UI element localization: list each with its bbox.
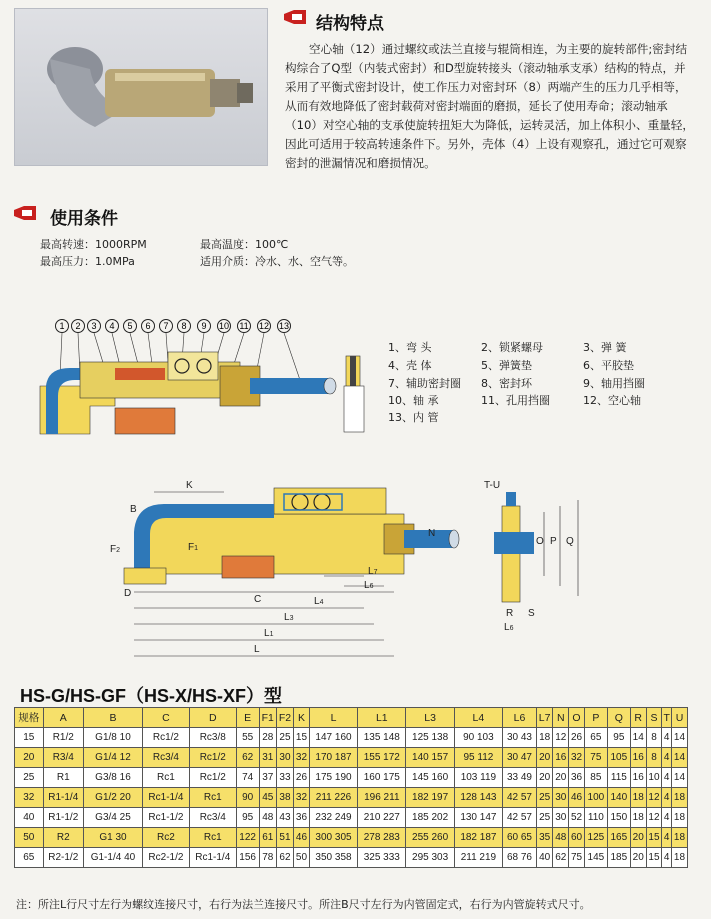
th-F2: F2 (276, 708, 293, 728)
th-Q: Q (607, 708, 630, 728)
th-N: N (553, 708, 569, 728)
callout-11 (238, 320, 251, 333)
table-cell: 211 226 (309, 788, 357, 808)
dim-label-O: O (536, 536, 544, 547)
dim-label-B: B (130, 504, 137, 515)
table-cell: Rc1-1/4 (143, 788, 190, 808)
table-cell: 130 147 (454, 808, 502, 828)
table-cell: Rc2 (143, 828, 190, 848)
callout-1 (56, 320, 69, 333)
parts-legend-8: 8、密封环 (481, 377, 532, 390)
dim-label-C: C (254, 594, 262, 605)
table-cell: 65 (15, 848, 44, 868)
table-cell: Rc1 (143, 768, 190, 788)
table-cell: 125 138 (406, 728, 454, 748)
th-T: T (662, 708, 672, 728)
dim-label-F1: F1 (188, 542, 199, 553)
callout-5 (124, 320, 137, 333)
structure-description: 空心轴（12）通过螺纹或法兰直接与辊筒相连，为主要的旋转部件;密封结构综合了Q型（内装式密封）和D型旋转接头（滚动轴承支承）结构的特点，并采用了平衡式密封设计，使工作压力对密封环（8）两端产生的压力几乎相等，从而有效地降低了密封载荷对密封端面的磨损，延长了使用寿命；滚动轴承（10）对空心轴的支承使旋转扭矩大为降低，运转灵活，加上体积小、重量轻，因此可适用于较高转速条件下。另外，壳体（4）上设有观察孔，通过它可观察密封的泄漏情况和磨损情况。 (285, 42, 694, 170)
svg-text:4: 4 (109, 321, 115, 331)
table-cell: 90 103 (454, 728, 502, 748)
table-cell: 8 (646, 728, 662, 748)
table-cell: 150 (607, 808, 630, 828)
table-row (15, 728, 688, 748)
table-cell: 196 211 (358, 788, 406, 808)
callout-2 (72, 320, 85, 333)
table-cell: 55 (236, 728, 259, 748)
table-cell: 32 (15, 788, 44, 808)
table-row (15, 848, 688, 868)
dim-label-N: N (428, 528, 436, 539)
table-cell: Rc3/4 (189, 808, 236, 828)
table-cell: 62 (553, 848, 569, 868)
th-P: P (584, 708, 607, 728)
table-row (15, 788, 688, 808)
table-cell: 51 (276, 828, 293, 848)
table-cell: 175 190 (309, 768, 357, 788)
parts-legend-10: 10、轴 承 (388, 394, 439, 407)
dim-label-F2: F2 (110, 544, 121, 555)
table-cell: 147 160 (309, 728, 357, 748)
table-cell: 30 43 (503, 728, 537, 748)
table-cell: Rc1-1/4 (189, 848, 236, 868)
table-cell: 12 (646, 808, 662, 828)
table-row (15, 808, 688, 828)
table-cell: 20 (15, 748, 44, 768)
callout-9 (198, 320, 211, 333)
callout-10 (218, 320, 231, 333)
table-cell: 145 160 (406, 768, 454, 788)
table-cell: 18 (630, 808, 646, 828)
table-cell: 155 172 (358, 748, 406, 768)
table-cell: Rc3/8 (189, 728, 236, 748)
section-icon-conditions (12, 202, 38, 228)
table-cell: 18 (671, 808, 687, 828)
dim-label-L3: L3 (284, 612, 294, 623)
table-cell: 18 (671, 828, 687, 848)
series-title: HS-G/HS-GF（HS-X/HS-XF）型 (20, 686, 283, 706)
table-cell: 156 (236, 848, 259, 868)
dim-label-P: P (550, 536, 557, 547)
max-temperature: 最高温度：100℃ (200, 238, 289, 251)
table-cell: 100 (584, 788, 607, 808)
table-cell: 60 65 (503, 828, 537, 848)
table-cell: 350 358 (309, 848, 357, 868)
table-cell: 125 (584, 828, 607, 848)
table-cell: Rc1 (189, 828, 236, 848)
table-row (15, 748, 688, 768)
table-cell: 95 (607, 728, 630, 748)
section-title-structure: 结构特点 (316, 14, 384, 34)
table-cell: 46 (569, 788, 585, 808)
table-cell: G1-1/4 40 (83, 848, 142, 868)
table-cell: 50 (294, 848, 310, 868)
table-cell: 115 (607, 768, 630, 788)
th-L6: L6 (503, 708, 537, 728)
table-cell: 182 197 (406, 788, 454, 808)
table-cell: 8 (646, 748, 662, 768)
svg-text:11: 11 (239, 321, 249, 331)
table-cell: 30 (276, 748, 293, 768)
th-L7: L7 (536, 708, 552, 728)
dim-label-L: L (254, 644, 260, 655)
table-cell: 30 47 (503, 748, 537, 768)
table-cell: 18 (536, 728, 552, 748)
dim-label-K: K (186, 480, 193, 491)
table-cell: R2 (43, 828, 83, 848)
table-note: 注：所注L行尺寸左行为螺纹连接尺寸，右行为法兰连接尺寸。所注B尺寸左行为内管固定式，右行为内管旋转式尺寸。 (16, 898, 591, 911)
table-cell: 140 (607, 788, 630, 808)
svg-text:10: 10 (218, 321, 230, 331)
dim-label-R: R (506, 608, 514, 619)
callout-6 (142, 320, 155, 333)
th-B: B (83, 708, 142, 728)
table-cell: 48 (259, 808, 276, 828)
dim-label-L6: L6 (364, 580, 374, 591)
table-cell: 68 76 (503, 848, 537, 868)
table-cell: 18 (671, 848, 687, 868)
table-cell: 18 (630, 788, 646, 808)
table-cell: 10 (646, 768, 662, 788)
table-cell: R1/2 (43, 728, 83, 748)
table-cell: Rc1-1/2 (143, 808, 190, 828)
table-row (15, 828, 688, 848)
table-cell: 46 (294, 828, 310, 848)
table-cell: 25 (276, 728, 293, 748)
svg-text:13: 13 (278, 321, 290, 331)
table-cell: 15 (15, 728, 44, 748)
table-cell: 32 (569, 748, 585, 768)
table-cell: 25 (536, 808, 552, 828)
table-cell: R2-1/2 (43, 848, 83, 868)
table-cell: 165 (607, 828, 630, 848)
table-cell: 31 (259, 748, 276, 768)
parts-legend-7: 7、辅助密封圈 (388, 377, 461, 390)
parts-legend-6: 6、平胶垫 (583, 359, 634, 372)
callout-4 (106, 320, 119, 333)
table-cell: 12 (646, 788, 662, 808)
th-D: D (189, 708, 236, 728)
table-cell: 42 57 (503, 788, 537, 808)
table-cell: 40 (536, 848, 552, 868)
table-cell: 25 (15, 768, 44, 788)
table-cell: 33 49 (503, 768, 537, 788)
table-cell: R1-1/2 (43, 808, 83, 828)
table-cell: 135 148 (358, 728, 406, 748)
table-cell: 295 303 (406, 848, 454, 868)
th-spec: 规格 (15, 708, 44, 728)
table-cell: 74 (236, 768, 259, 788)
table-cell: 4 (662, 848, 672, 868)
table-cell: 232 249 (309, 808, 357, 828)
parts-legend-9: 9、轴用挡圈 (583, 377, 645, 390)
table-cell: 26 (569, 728, 585, 748)
table-cell: 52 (569, 808, 585, 828)
table-cell: 35 (536, 828, 552, 848)
table-cell: G1 30 (83, 828, 142, 848)
applicable-media: 适用介质：冷水、水、空气等。 (200, 255, 354, 268)
table-row (15, 768, 688, 788)
table-cell: 37 (259, 768, 276, 788)
table-cell: 32 (294, 748, 310, 768)
dim-label-L6-side: L6 (504, 622, 514, 633)
table-cell: 103 119 (454, 768, 502, 788)
parts-legend-5: 5、弹簧垫 (481, 359, 532, 372)
dimension-drawing (104, 472, 604, 676)
parts-legend-2: 2、锁紧螺母 (481, 341, 543, 354)
table-cell: 15 (646, 848, 662, 868)
table-cell: 28 (259, 728, 276, 748)
th-L4: L4 (454, 708, 502, 728)
callout-7 (160, 320, 173, 333)
table-cell: Rc2-1/2 (143, 848, 190, 868)
table-cell: 85 (584, 768, 607, 788)
product-photo (14, 8, 268, 166)
table-cell: 15 (294, 728, 310, 748)
parts-legend-13: 13、内 管 (388, 411, 439, 424)
dim-label-D: D (124, 588, 132, 599)
table-cell: R1 (43, 768, 83, 788)
dim-label-S: S (528, 608, 535, 619)
table-cell: 62 (236, 748, 259, 768)
th-L3: L3 (406, 708, 454, 728)
section-title-conditions: 使用条件 (50, 209, 118, 229)
table-cell: 90 (236, 788, 259, 808)
table-cell: 14 (671, 748, 687, 768)
th-L: L (309, 708, 357, 728)
table-cell: 110 (584, 808, 607, 828)
svg-text:7: 7 (163, 321, 169, 331)
table-cell: 38 (276, 788, 293, 808)
dim-label-Q: Q (566, 536, 574, 547)
table-cell: 325 333 (358, 848, 406, 868)
table-cell: 185 202 (406, 808, 454, 828)
dim-label-L4: L4 (314, 596, 324, 607)
table-cell: 16 (630, 768, 646, 788)
table-cell: 20 (553, 768, 569, 788)
table-cell: 78 (259, 848, 276, 868)
table-cell: G1/8 10 (83, 728, 142, 748)
svg-text:8: 8 (181, 321, 187, 331)
table-cell: 15 (646, 828, 662, 848)
table-cell: R1-1/4 (43, 788, 83, 808)
table-cell: 12 (553, 728, 569, 748)
svg-text:5: 5 (127, 321, 133, 331)
th-E: E (236, 708, 259, 728)
table-cell: 75 (569, 848, 585, 868)
table-cell: 62 (276, 848, 293, 868)
table-cell: 45 (259, 788, 276, 808)
table-cell: 43 (276, 808, 293, 828)
table-cell: 18 (671, 788, 687, 808)
table-cell: 105 (607, 748, 630, 768)
section-icon-structure (282, 6, 308, 32)
dim-label-L1: L1 (264, 628, 274, 639)
table-cell: 278 283 (358, 828, 406, 848)
svg-text:12: 12 (258, 321, 270, 331)
max-speed: 最高转速：1000RPM (40, 238, 147, 251)
table-cell: 14 (671, 768, 687, 788)
table-cell: 14 (630, 728, 646, 748)
table-cell: R3/4 (43, 748, 83, 768)
table-cell: 20 (536, 768, 552, 788)
table-header-row (15, 708, 688, 728)
table-cell: Rc1/2 (143, 728, 190, 748)
table-cell: 30 (553, 788, 569, 808)
callout-12 (258, 320, 271, 333)
table-cell: 16 (553, 748, 569, 768)
table-cell: Rc1/2 (189, 768, 236, 788)
table-cell: 25 (536, 788, 552, 808)
table-cell: 36 (294, 808, 310, 828)
table-cell: Rc3/4 (143, 748, 190, 768)
svg-text:2: 2 (75, 321, 81, 331)
table-cell: 95 (236, 808, 259, 828)
table-cell: 4 (662, 768, 672, 788)
th-L1: L1 (358, 708, 406, 728)
table-cell: 128 143 (454, 788, 502, 808)
table-cell: 20 (630, 828, 646, 848)
max-pressure: 最高压力：1.0MPa (40, 255, 135, 268)
table-cell: G1/4 12 (83, 748, 142, 768)
table-cell: G3/4 25 (83, 808, 142, 828)
svg-text:9: 9 (201, 321, 207, 331)
table-cell: 211 219 (454, 848, 502, 868)
th-F1: F1 (259, 708, 276, 728)
table-cell: 185 (607, 848, 630, 868)
parts-legend-11: 11、孔用挡圈 (481, 394, 550, 407)
th-A: A (43, 708, 83, 728)
th-O: O (569, 708, 585, 728)
th-K: K (294, 708, 310, 728)
table-cell: 60 (569, 828, 585, 848)
table-cell: 4 (662, 808, 672, 828)
table-cell: 50 (15, 828, 44, 848)
table-cell: 122 (236, 828, 259, 848)
th-U: U (671, 708, 687, 728)
th-S: S (646, 708, 662, 728)
callout-3 (88, 320, 101, 333)
callout-numbers (56, 320, 291, 333)
table-cell: 160 175 (358, 768, 406, 788)
table-cell: 61 (259, 828, 276, 848)
table-cell: 20 (630, 848, 646, 868)
table-cell: 140 157 (406, 748, 454, 768)
cross-section-diagram (20, 316, 380, 460)
table-cell: G1/2 20 (83, 788, 142, 808)
table-cell: 30 (553, 808, 569, 828)
table-cell: 20 (536, 748, 552, 768)
table-cell: 14 (671, 728, 687, 748)
table-cell: 4 (662, 828, 672, 848)
table-cell: 182 187 (454, 828, 502, 848)
table-cell: 4 (662, 788, 672, 808)
spec-table (14, 707, 688, 868)
table-cell: 170 187 (309, 748, 357, 768)
table-cell: 48 (553, 828, 569, 848)
table-cell: 16 (630, 748, 646, 768)
table-cell: 255 260 (406, 828, 454, 848)
callout-8 (178, 320, 191, 333)
table-cell: 36 (569, 768, 585, 788)
table-cell: 40 (15, 808, 44, 828)
table-cell: Rc1/2 (189, 748, 236, 768)
callout-13 (278, 320, 291, 333)
svg-text:3: 3 (91, 321, 97, 331)
dim-label-TU: T-U (484, 480, 501, 491)
table-cell: 300 305 (309, 828, 357, 848)
table-cell: 95 112 (454, 748, 502, 768)
th-C: C (143, 708, 190, 728)
parts-legend-12: 12、空心轴 (583, 394, 641, 407)
svg-text:6: 6 (145, 321, 151, 331)
table-cell: Rc1 (189, 788, 236, 808)
parts-legend-4: 4、壳 体 (388, 359, 432, 372)
table-cell: 145 (584, 848, 607, 868)
table-cell: 4 (662, 748, 672, 768)
table-cell: 4 (662, 728, 672, 748)
table-cell: 32 (294, 788, 310, 808)
table-cell: G3/8 16 (83, 768, 142, 788)
table-cell: 65 (584, 728, 607, 748)
parts-legend-3: 3、弹 簧 (583, 341, 627, 354)
table-cell: 33 (276, 768, 293, 788)
parts-legend-1: 1、弯 头 (388, 341, 432, 354)
svg-text:1: 1 (59, 321, 65, 331)
table-cell: 210 227 (358, 808, 406, 828)
th-R: R (630, 708, 646, 728)
table-cell: 75 (584, 748, 607, 768)
dim-label-L7: L7 (368, 566, 378, 577)
table-cell: 42 57 (503, 808, 537, 828)
table-cell: 26 (294, 768, 310, 788)
